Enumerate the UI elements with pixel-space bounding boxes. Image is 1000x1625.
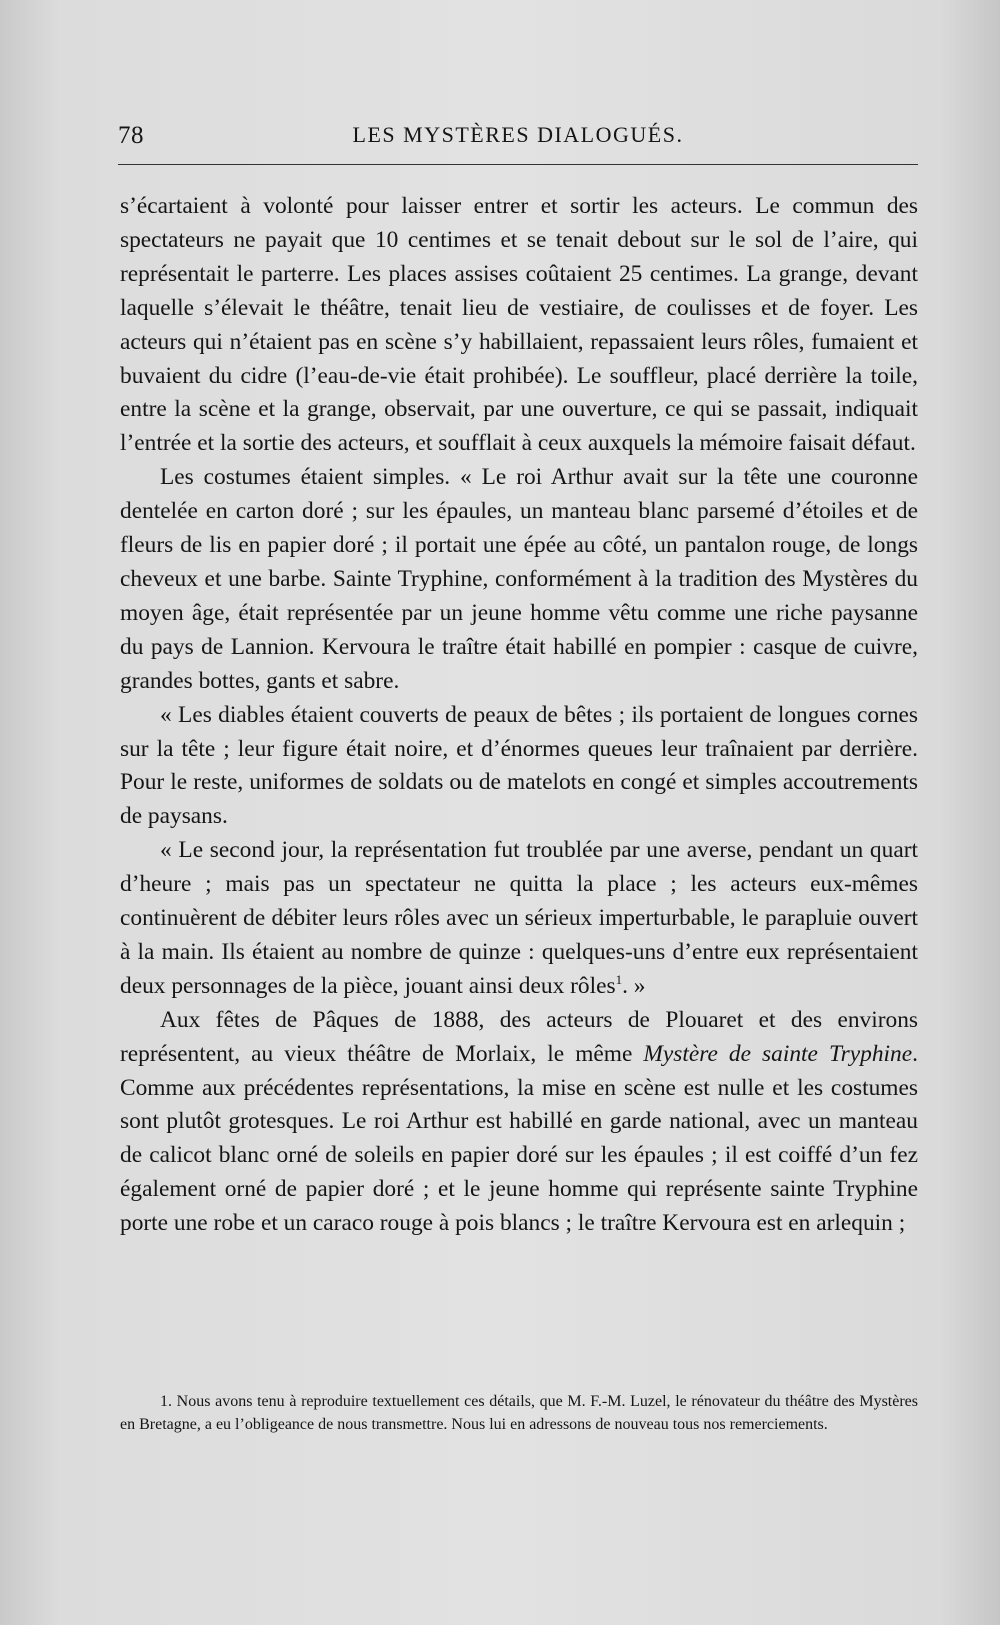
paragraph (120, 834, 918, 1004)
paragraph (120, 190, 918, 461)
paragraph (120, 699, 918, 835)
paragraph (120, 461, 918, 698)
page-number: 78 (118, 122, 144, 149)
paragraph (120, 1004, 918, 1241)
body-text (120, 190, 918, 1241)
paragraph-text: « Les diables étaient couverts de peaux de bêtes ; ils portaient de longues cornes sur la tête ; leur figure était noire, et d’énormes queues leur traînaient par derrière. Pour le reste, uniformes de soldats ou de matelots en congé et simples accoutrements de paysans. (120, 701, 918, 830)
footnote: 1. Nous avons tenu à reproduire textuellement ces détails, que M. F.-M. Luzel, le rénovateur du théâtre des Mystères en Bretagne, a eu l’obligeance de nous transmettre. Nous lui en adressons de nouveau tous nos remerciements. (120, 1393, 918, 1433)
paragraph-text: « Le second jour, la représentation fut troublée par une averse, pendant un quart d’heure ; mais pas un spectateur ne quitta la place ; les acteurs eux-mêmes continuèrent de débiter leurs rôles avec un sérieux imperturbable, le parapluie ouvert à la main. Ils étaient au nombre de quinze : quelques-uns d’entre eux représentaient deux personnages de la pièce, jouant ainsi deux rôles (120, 837, 918, 999)
paragraph-text: Les costumes étaient simples. « Le roi Arthur avait sur la tête une couronne dentelée en carton doré ; sur les épaules, un manteau blanc parsemé d’étoiles et de fleurs de lis en papier doré ; il portait une épée au côté, un pantalon rouge, de longs cheveux et une barbe. Sainte Tryphine, conformément à la tradition des Mystères du moyen âge, était représentée par un jeune homme vêtu comme une riche paysanne du pays de Lannion. Kervoura le traître était habillé en pompier : casque de cuivre, grandes bottes, gants et sabre. (120, 464, 918, 694)
running-title: LES MYSTÈRES DIALOGUÉS. (352, 122, 684, 147)
paragraph-text: . Comme aux précédentes représentations, la mise en scène est nulle et les costumes sont plutôt grotesques. Le roi Arthur est habillé en garde national, avec un manteau de calicot blanc orné de soleils en papier doré sur les épaules ; il est coiffé d’un fez également orné de papier doré ; et le jeune homme qui représente sainte Tryphine porte une robe et un caraco rouge à pois blancs ; le traître Kervoura est en arlequin ; (120, 1040, 918, 1237)
paragraph-text: s’écartaient à volonté pour laisser entrer et sortir les acteurs. Le commun des spectateurs ne payait que 10 centimes et se tenait debout sur le sol de l’aire, qui représentait le parterre. Les places assises coûtaient 25 centimes. La grange, devant laquelle s’élevait le théâtre, tenait lieu de vestiaire, de coulisses et de foyer. Les acteurs qui n’étaient pas en scène s’y habillaient, repassaient leurs rôles, fumaient et buvaient du cidre (l’eau-de-vie était prohibée). Le souffleur, placé derrière la toile, entre la scène et la grange, observait, par une ouverture, ce qui se passait, indiquait l’entrée et la sortie des acteurs, et soufflait à ceux auxquels la mémoire faisait défaut. (120, 193, 918, 457)
paragraph-text: . » (622, 972, 646, 999)
footnotes (120, 1390, 918, 1436)
italic-title: Mystère de sainte Tryphine (643, 1040, 913, 1067)
header-rule (118, 164, 918, 165)
paragraph-text: Aux fêtes de Pâques de 1888, des acteurs de Plouaret et des environs représentent, au vieux théâtre de Morlaix, le même (120, 1006, 918, 1067)
page-header (118, 118, 918, 164)
footnote-marker: 1 (615, 971, 623, 987)
